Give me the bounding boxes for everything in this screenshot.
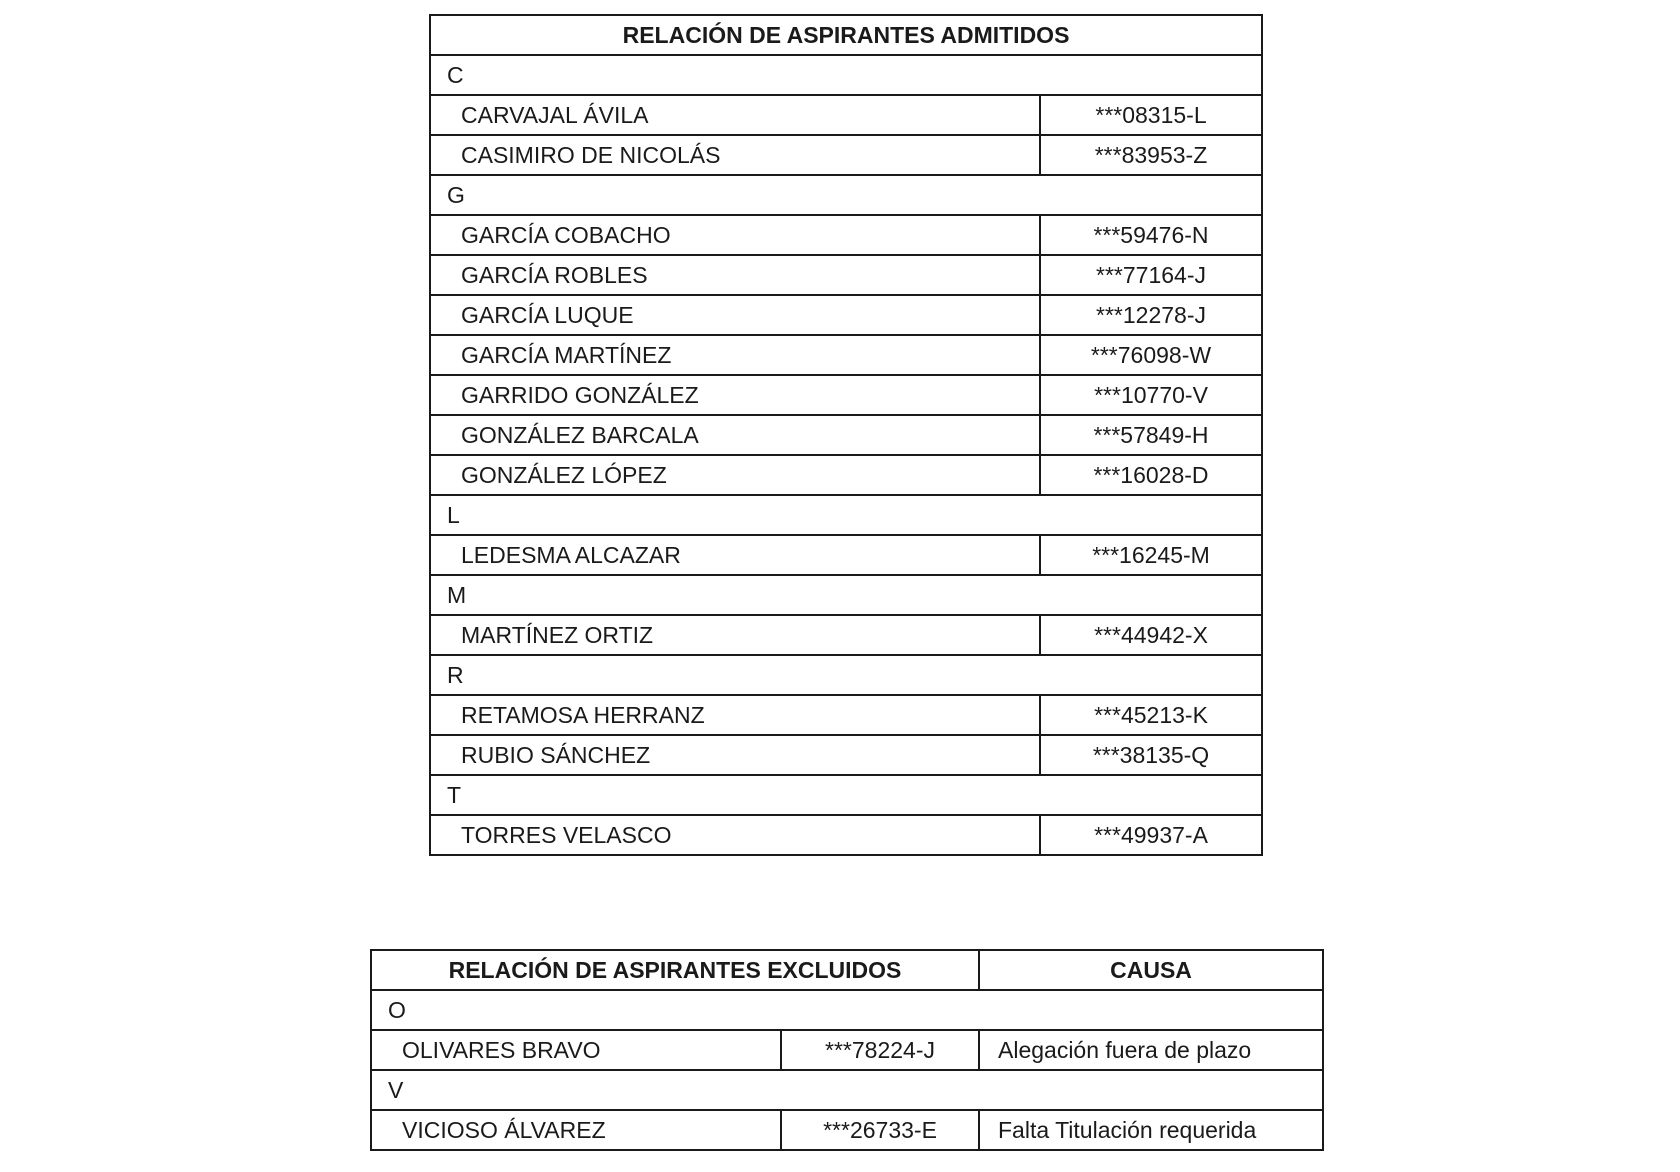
applicant-name: LEDESMA ALCAZAR bbox=[430, 535, 1040, 575]
letter-row bbox=[430, 55, 1262, 95]
table-row bbox=[430, 295, 1262, 335]
group-letter: R bbox=[430, 655, 1262, 695]
applicant-name: CARVAJAL ÁVILA bbox=[430, 95, 1040, 135]
applicant-dni: ***16028-D bbox=[1040, 455, 1262, 495]
applicant-dni: ***44942-X bbox=[1040, 615, 1262, 655]
table-row bbox=[430, 255, 1262, 295]
table-row bbox=[430, 215, 1262, 255]
applicant-dni: ***08315-L bbox=[1040, 95, 1262, 135]
letter-row bbox=[430, 175, 1262, 215]
applicant-dni: ***16245-M bbox=[1040, 535, 1262, 575]
table-row bbox=[371, 1110, 1323, 1150]
table-row bbox=[430, 415, 1262, 455]
exclusion-cause: Alegación fuera de plazo bbox=[979, 1030, 1323, 1070]
applicant-dni: ***78224-J bbox=[781, 1030, 979, 1070]
applicant-dni: ***83953-Z bbox=[1040, 135, 1262, 175]
group-letter: L bbox=[430, 495, 1262, 535]
admitted-title: RELACIÓN DE ASPIRANTES ADMITIDOS bbox=[430, 15, 1262, 55]
letter-row bbox=[430, 655, 1262, 695]
group-letter: T bbox=[430, 775, 1262, 815]
applicant-dni: ***49937-A bbox=[1040, 815, 1262, 855]
letter-row bbox=[371, 1070, 1323, 1110]
letter-row bbox=[430, 775, 1262, 815]
admitted-table bbox=[429, 14, 1263, 856]
table-row bbox=[430, 335, 1262, 375]
table-row bbox=[430, 695, 1262, 735]
group-letter: G bbox=[430, 175, 1262, 215]
group-letter: C bbox=[430, 55, 1262, 95]
applicant-name: GARCÍA MARTÍNEZ bbox=[430, 335, 1040, 375]
table-row bbox=[430, 135, 1262, 175]
applicant-name: RETAMOSA HERRANZ bbox=[430, 695, 1040, 735]
applicant-name: GARCÍA LUQUE bbox=[430, 295, 1040, 335]
applicant-dni: ***57849-H bbox=[1040, 415, 1262, 455]
applicant-dni: ***76098-W bbox=[1040, 335, 1262, 375]
excluded-title: RELACIÓN DE ASPIRANTES EXCLUIDOS bbox=[371, 950, 979, 990]
exclusion-cause: Falta Titulación requerida bbox=[979, 1110, 1323, 1150]
applicant-dni: ***10770-V bbox=[1040, 375, 1262, 415]
applicant-name: OLIVARES BRAVO bbox=[371, 1030, 781, 1070]
group-letter: M bbox=[430, 575, 1262, 615]
table-row bbox=[430, 535, 1262, 575]
applicant-name: VICIOSO ÁLVAREZ bbox=[371, 1110, 781, 1150]
applicant-name: GARCÍA ROBLES bbox=[430, 255, 1040, 295]
applicant-name: CASIMIRO DE NICOLÁS bbox=[430, 135, 1040, 175]
group-letter: V bbox=[371, 1070, 1323, 1110]
applicant-dni: ***12278-J bbox=[1040, 295, 1262, 335]
table-row bbox=[371, 1030, 1323, 1070]
table-row bbox=[430, 615, 1262, 655]
applicant-name: TORRES VELASCO bbox=[430, 815, 1040, 855]
letter-row bbox=[430, 495, 1262, 535]
table-row bbox=[430, 95, 1262, 135]
applicant-dni: ***77164-J bbox=[1040, 255, 1262, 295]
table-row bbox=[430, 375, 1262, 415]
applicant-dni: ***45213-K bbox=[1040, 695, 1262, 735]
applicant-name: RUBIO SÁNCHEZ bbox=[430, 735, 1040, 775]
causa-header: CAUSA bbox=[979, 950, 1323, 990]
letter-row bbox=[371, 990, 1323, 1030]
table-row bbox=[430, 815, 1262, 855]
applicant-name: MARTÍNEZ ORTIZ bbox=[430, 615, 1040, 655]
applicant-dni: ***38135-Q bbox=[1040, 735, 1262, 775]
excluded-table bbox=[370, 949, 1324, 1151]
applicant-dni: ***26733-E bbox=[781, 1110, 979, 1150]
table-row bbox=[430, 455, 1262, 495]
applicant-name: GONZÁLEZ LÓPEZ bbox=[430, 455, 1040, 495]
applicant-name: GARRIDO GONZÁLEZ bbox=[430, 375, 1040, 415]
applicant-name: GARCÍA COBACHO bbox=[430, 215, 1040, 255]
table-header-row bbox=[430, 15, 1262, 55]
table-header-row bbox=[371, 950, 1323, 990]
letter-row bbox=[430, 575, 1262, 615]
applicant-dni: ***59476-N bbox=[1040, 215, 1262, 255]
group-letter: O bbox=[371, 990, 1323, 1030]
table-row bbox=[430, 735, 1262, 775]
applicant-name: GONZÁLEZ BARCALA bbox=[430, 415, 1040, 455]
